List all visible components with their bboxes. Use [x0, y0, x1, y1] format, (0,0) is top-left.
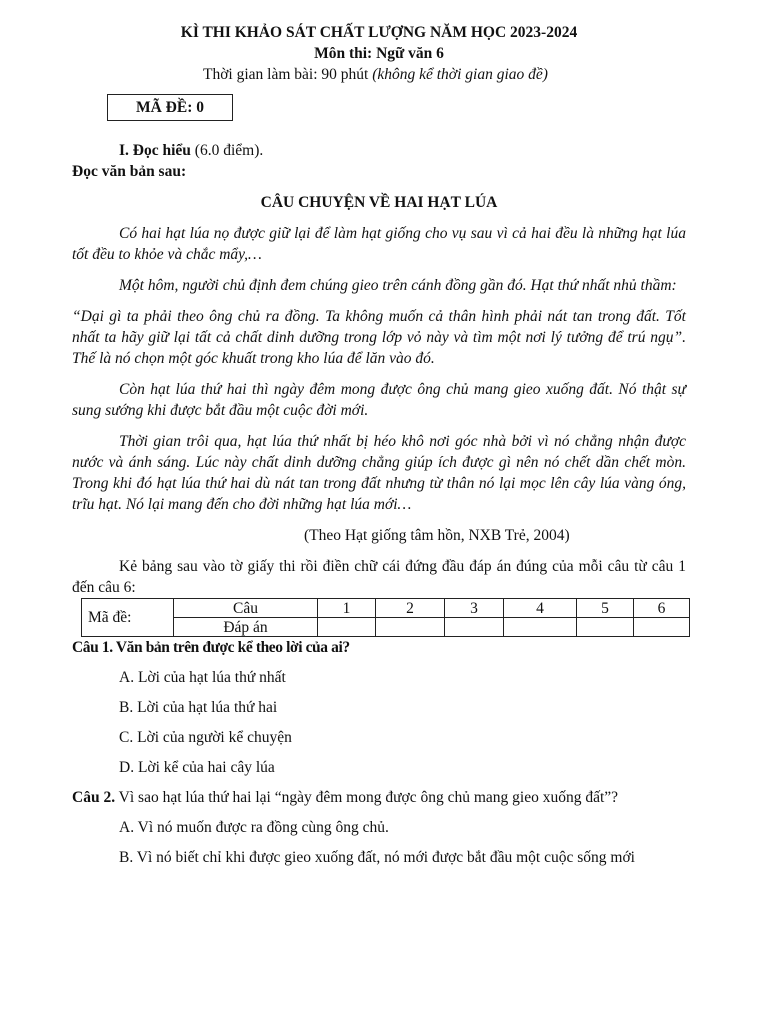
question-number-cell: 2	[376, 599, 445, 618]
exam-title: KÌ THI KHẢO SÁT CHẤT LƯỢNG NĂM HỌC 2023-2024	[180, 24, 578, 41]
question-header-cell: Câu	[174, 599, 318, 618]
answer-cell	[445, 618, 504, 637]
answer-cell	[376, 618, 445, 637]
q2-option-b: B. Vì nó biết chỉ khi được gieo xuống đất, nó mới được bắt đầu một cuộc sống mới	[119, 849, 635, 866]
question-number-cell: 4	[504, 599, 577, 618]
story-paragraph: Còn hạt lúa thứ hai thì ngày đêm mong được ông chủ mang gieo xuống đất. Nó thật sự sung sướng khi được bắt đầu một cuộc đời mới.	[72, 381, 686, 419]
question-2-text: Vì sao hạt lúa thứ hai lại “ngày đêm mong được ông chủ mang gieo xuống đất”?	[115, 789, 619, 806]
question-2-label: Câu 2.	[72, 789, 116, 806]
section-heading-points: (6.0 điểm).	[190, 142, 264, 159]
q1-option-c: C. Lời của người kể chuyện	[119, 729, 292, 746]
question-1: Câu 1. Văn bản trên được kể theo lời của ai?	[72, 639, 350, 656]
reading-instruction: Đọc văn bản sau:	[72, 163, 187, 180]
story-title: CÂU CHUYỆN VỀ HAI HẠT LÚA	[260, 194, 498, 211]
time-line	[72, 64, 686, 85]
table-instruction: Kẻ bảng sau vào tờ giấy thi rồi điền chữ cái đứng đầu đáp án đúng của mỗi câu từ câu 1 đến câu 6:	[72, 558, 686, 596]
table-row	[82, 599, 690, 618]
q2-option-a: A. Vì nó muốn được ra đồng cùng ông chủ.	[119, 819, 389, 836]
question-number-cell: 5	[577, 599, 634, 618]
answer-cell	[504, 618, 577, 637]
subject-line: Môn thi: Ngữ văn 6	[314, 45, 444, 62]
story-paragraph: Thời gian trôi qua, hạt lúa thứ nhất bị héo khô nơi góc nhà bởi vì nó chẳng nhận được nước và ánh sáng. Lúc này chất dinh dưỡng chẳng giúp ích được gì nên nó chết dần chết mòn. Trong khi đó hạt lúa thứ hai dù nát tan trong đất nhưng từ thân nó lại mọc lên cây lúa vàng óng, trĩu hạt. Nó lại mang đến cho đời những hạt lúa mới…	[72, 433, 686, 513]
answer-cell	[577, 618, 634, 637]
reading-section	[72, 140, 686, 868]
answer-cell	[318, 618, 376, 637]
question-2	[72, 787, 686, 808]
story-paragraph: Một hôm, người chủ định đem chúng gieo trên cánh đồng gần đó. Hạt thứ nhất nhủ thầm:	[119, 277, 677, 294]
q1-option-a: A. Lời của hạt lúa thứ nhất	[119, 669, 286, 686]
answer-cell	[634, 618, 690, 637]
question-number-cell: 1	[318, 599, 376, 618]
story-paragraph: Có hai hạt lúa nọ được giữ lại để làm hạt giống cho vụ sau vì cả hai đều là những hạt lúa tốt đều to khỏe và chắc mẩy,…	[72, 225, 686, 263]
answer-table	[81, 598, 690, 637]
q1-option-b: B. Lời của hạt lúa thứ hai	[119, 699, 278, 716]
exam-code-box: MÃ ĐỀ: 0	[107, 94, 233, 121]
time-text: Thời gian làm bài: 90 phút	[203, 66, 373, 83]
table-row	[82, 618, 690, 637]
section-heading	[72, 140, 686, 161]
exam-code-cell: Mã đề:	[82, 599, 174, 637]
section-heading-label: I. Đọc hiểu	[119, 142, 191, 159]
question-number-cell: 6	[634, 599, 690, 618]
exam-page	[72, 22, 686, 866]
time-note: (không kể thời gian giao đề)	[372, 66, 548, 83]
q1-option-d: D. Lời kể của hai cây lúa	[119, 759, 275, 776]
story-paragraph: “Dại gì ta phải theo ông chủ ra đồng. Ta không muốn cả thân hình phải nát tan trong đất. Tốt nhất ta hãy giữ lại tất cả chất dinh dưỡng trong lớp vỏ này và tìm một nơi lý tưởng để trú ngụ”. Thế là nó chọn một góc khuất trong kho lúa để lăn vào đó.	[72, 308, 686, 367]
question-number-cell: 3	[445, 599, 504, 618]
story-source: (Theo Hạt giống tâm hồn, NXB Trẻ, 2004)	[304, 527, 570, 544]
answer-header-cell: Đáp án	[174, 618, 318, 637]
